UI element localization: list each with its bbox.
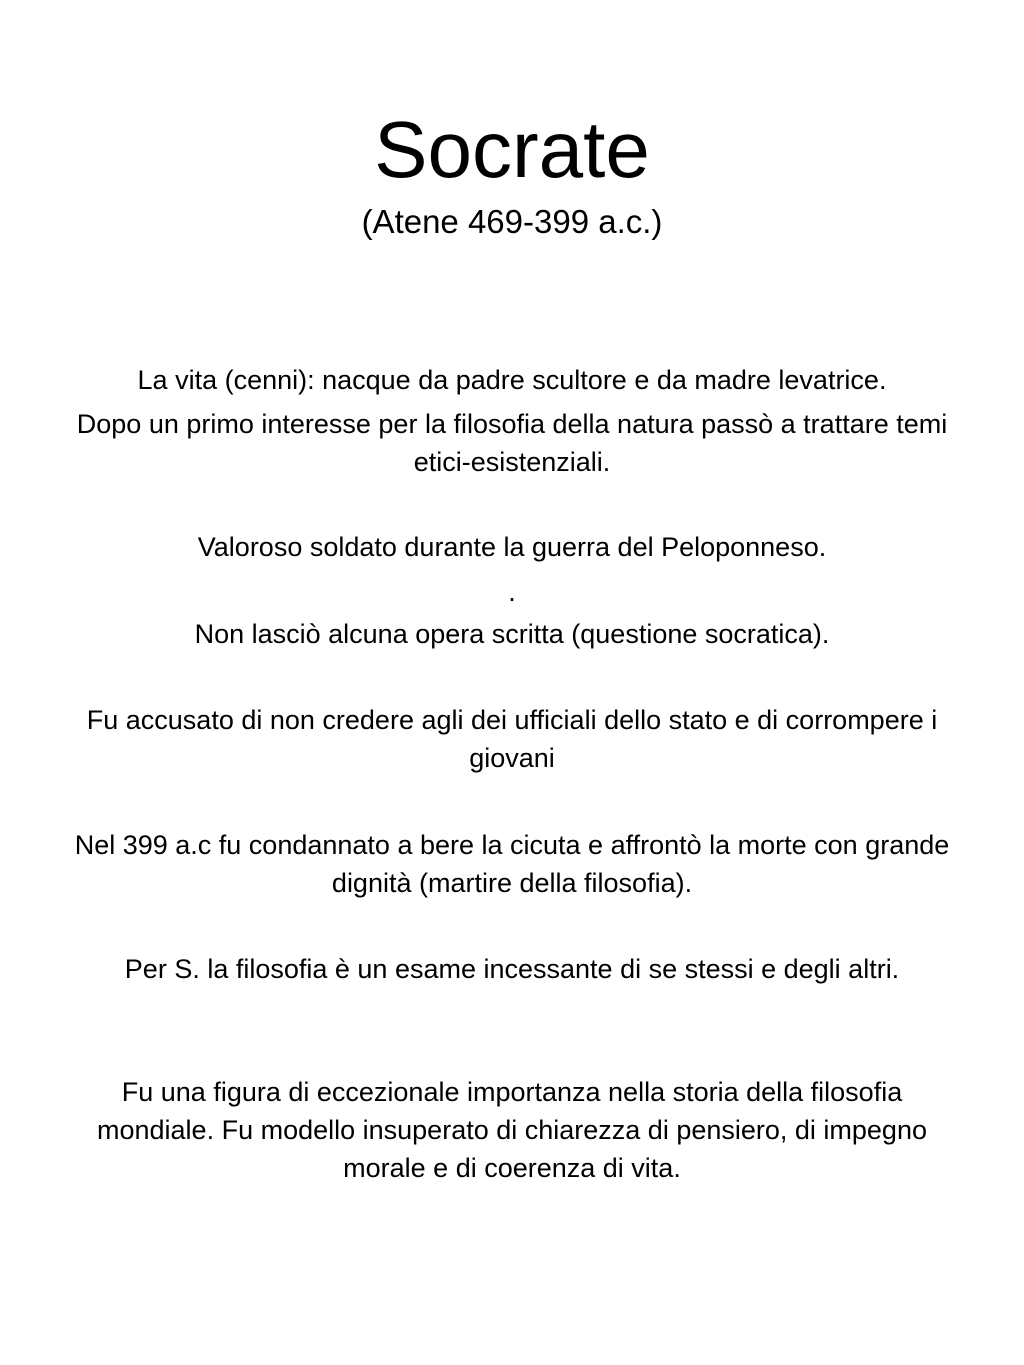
paragraph-importance: Fu una figura di eccezionale importanza nella storia della filosofia mondiale. Fu modello insuperato di chiarezza di pensiero, di impegno morale e di coerenza di vita. (97, 1077, 927, 1183)
paragraph-philosophy-interest: Dopo un primo interesse per la filosofia della natura passò a trattare temi etici-esistenziali. (76, 409, 948, 477)
paragraph-condemnation: Nel 399 a.c fu condannato a bere la cicuta e affrontò la morte con grande dignità (martire della filosofia). (74, 830, 950, 898)
paragraph-soldier: Valoroso soldato durante la guerra del Peloponneso. (197, 532, 827, 562)
paragraph-no-writings: Non lasciò alcuna opera scritta (questione socratica). (194, 619, 830, 649)
paragraph-separator-dot: . (508, 577, 516, 607)
page-title: Socrate (374, 105, 650, 194)
paragraph-self-examination: Per S. la filosofia è un esame incessante di se stessi e degli altri. (124, 954, 900, 984)
paragraph-accusation: Fu accusato di non credere agli dei ufficiali dello stato e di corrompere i giovani (86, 705, 938, 773)
paragraph-life: La vita (cenni): nacque da padre scultore e da madre levatrice. (137, 365, 887, 395)
page-subtitle: (Atene 469-399 a.c.) (361, 203, 663, 240)
